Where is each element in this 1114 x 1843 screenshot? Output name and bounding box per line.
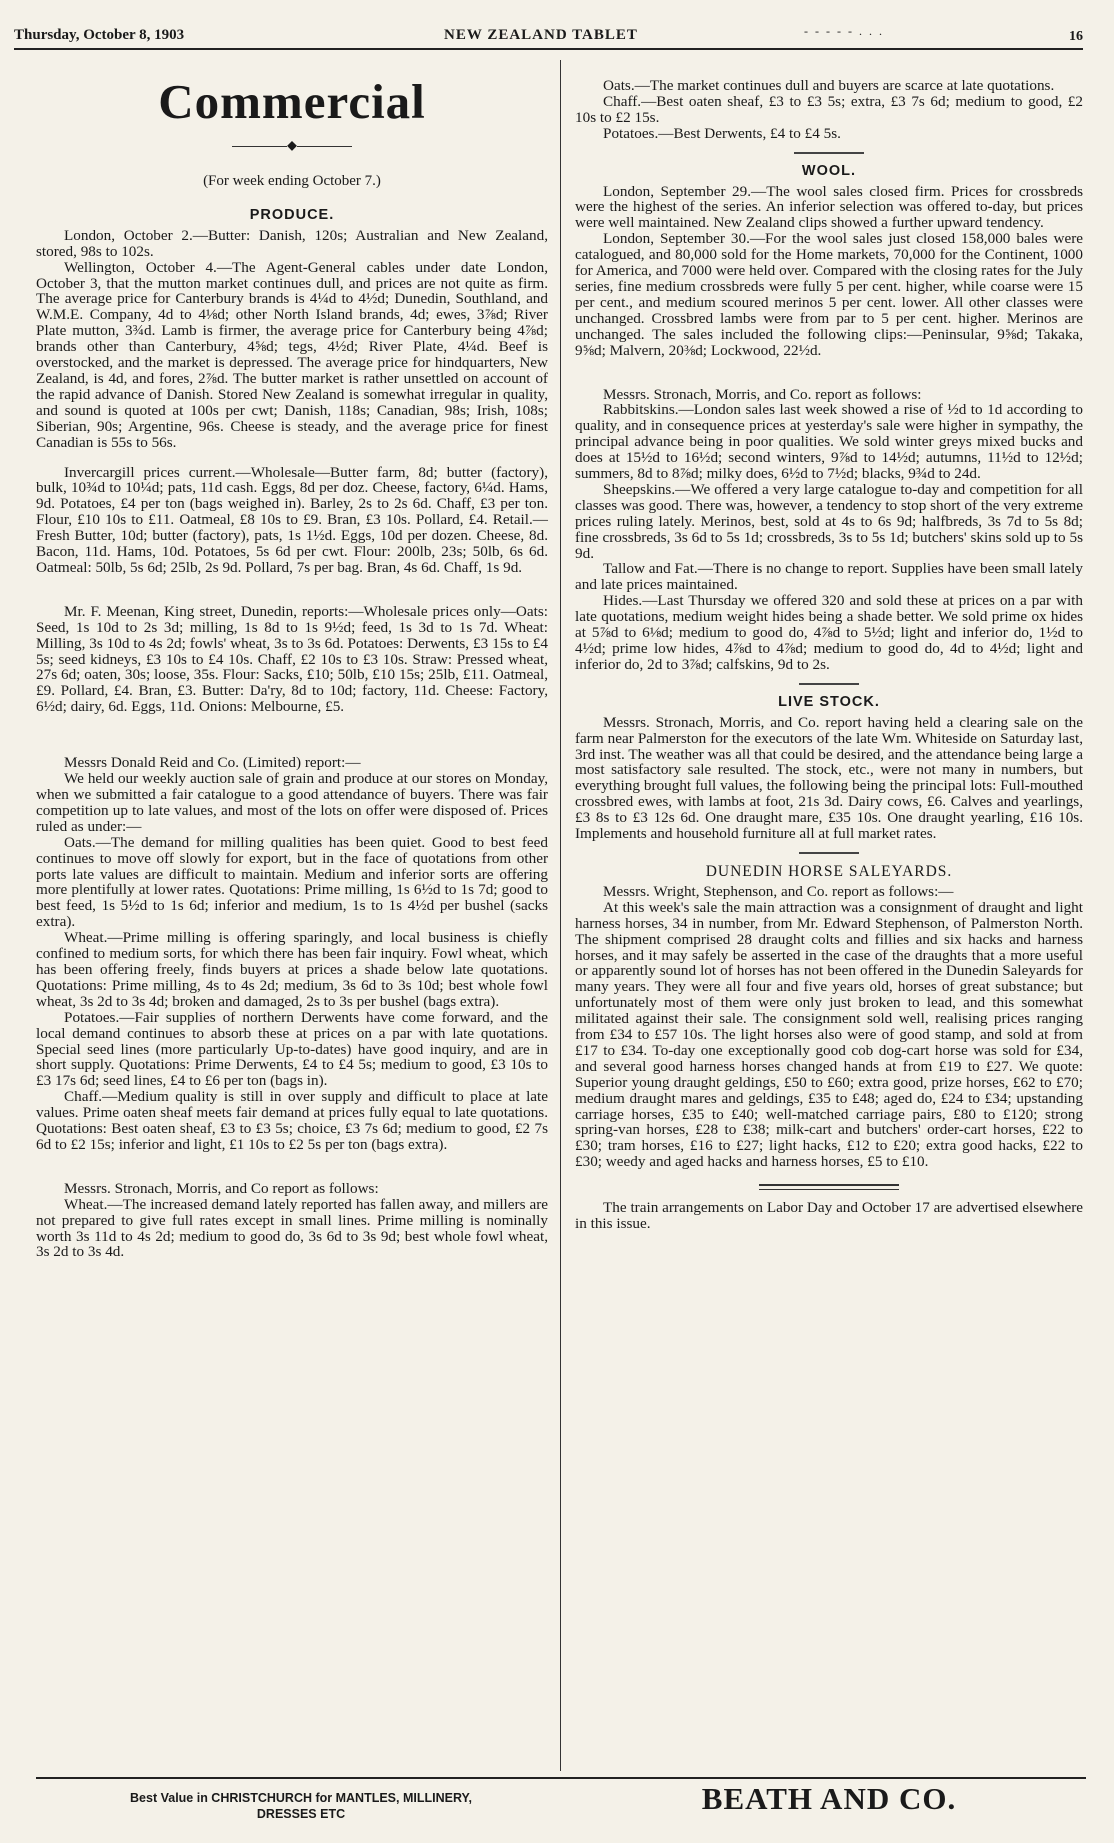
paragraph: At this week's sale the main attraction was a consignment of draught and light harness horses, 34 in number, from Mr. Edward Stephenson, of Palmerston North. The shipment comprised 28 draught colts and fillies and six hacks and harness horses, and it may safely be asserted in the case of the draughts that a more useful or apparently sound lot of horses has not been offered in the Dunedin Saleyards for many years. They were all four and five years old, horses of great substance; but unfortunately most of them were only just broken to lead, and this somewhat militated against their sale. The consignment sold well, realising prices ranging from £34 to £57 10s. The light horses also were of good stamp, and sold at from £17 to £34. To-day one exceptionally good cob dog-cart horse was sold for £34, and several good harness horses changed hands at from £19 to £27. We quote: Superior young draught geldings, £50 to £60; extra good, prize horses, £62 to £70; medium draught mares and geldings, £35 to £48; aged do, £24 to £34; upstanding carriage horses, £35 to £40; well-matched carriage pairs, £80 to £120; strong spring-van horses, £28 to £38; milk-cart and butchers' order-cart horses, £22 to £30; tram horses, £16 to £27; light hacks, £12 to £20; extra good hacks, £22 to £30; weedy and aged hacks and harness horses, £5 to £10.	[575, 898, 1083, 1171]
paragraph: Wheat.—The increased demand lately reported has fallen away, and millers are not prepared to give full rates except in small lines. Prime milling is nominally worth 3s 11d to 4s 2d; medium to good do, 3s 6d to 3s 9d; best whole fowl wheat, 3s 2d to 3s 4d.	[36, 1195, 548, 1261]
diamond-ornament	[36, 138, 548, 152]
advert-line: DRESSES ETC	[256, 1807, 346, 1821]
produce-heading: PRODUCE.	[249, 206, 335, 223]
paragraph: Messrs. Stronach, Morris, and Co. report as follows:	[603, 385, 922, 403]
page-number: 16	[1069, 29, 1083, 44]
section-masthead: Commercial	[158, 74, 426, 129]
footer-advert	[36, 1790, 566, 1822]
wool-heading: WOOL.	[801, 162, 857, 179]
paragraph: Wellington, October 4.—The Agent-General cables under date London, October 3, that the mutton market continues dull, and prices are not quite as firm. The average price for Canterbury brands is 4¼d to 4½d; Dunedin, Southland, and W.M.E. Company, 4d to 4⅛d; other North Island brands, 4d; ewes, 3⅞d; River Plate mutton, 3¾d. Lamb is firmer, the average price for Canterbury being 4⅞d; brands other than Canterbury, 4⅝d; tegs, 4½d; River Plate, 4¼d. Beef is overstocked, and the market is depressed. The average price for hindquarters, New Zealand, is 4d, and fores, 2⅞d. The butter market is rather unsettled on account of the rapid advance of Danish. Stored New Zealand is somewhat irregular in quality, and sound is quoted at 100s per cwt; Danish, 118s; Canadian, 98s; Irish, 108s; Siberian, 90s; Argentine, 96s. Cheese is steady, and the average price for finest Canadian is 55s to 56s.	[36, 258, 548, 451]
paragraph: Mr. F. Meenan, King street, Dunedin, reports:—Wholesale prices only—Oats: Seed, 1s 10d to 2s 3d; milling, 1s 8d to 1s 9½d; feed, 1s 3d to 1s 7d. Wheat: Milling, 3s 10d to 4s 2d; fowls' wheat, 3s to 3s 6d. Potatoes: Derwents, £3 15s to £4 5s; seed kidneys, £3 10s to £4 10s. Chaff, £2 10s to £3 10s. Straw: Pressed wheat, 27s 6d; oaten, 30s; loose, 35s. Flour: Sacks, £10; 50lb, £10 15s; 25lb, £11. Oatmeal, £9. Pollard, £4. Bran, £3. Butter: Da'ry, 8d to 10d; factory, 11d. Cheese: Factory, 6½d; dairy, 6d. Eggs, 11d. Onions: Melbourne, £5.	[36, 602, 548, 716]
footer-brand: BEATH AND CO.	[701, 1781, 957, 1816]
paragraph: Wheat.—Prime milling is offering sparingly, and local business is chiefly confined to medium sorts, for which there has been fair inquiry. Fowl wheat, which has been offering freely, finds buyers at prices a shade below late quotations. Quotations: Prime milling, 4s to 4s 2d; medium, 3s 6d to 3s 10d; best whole fowl wheat, 3s 2d to 3s 4d; broken and damaged, 2s to 3s per bushel (bags extra).	[36, 929, 548, 1010]
publication-title: NEW ZEALAND TABLET	[444, 27, 638, 43]
week-subtitle: (For week ending October 7.)	[203, 173, 381, 189]
paragraph: Potatoes.—Fair supplies of northern Derwents have come forward, and the local demand continues to absorb these at prices on a par with late quotations. Special seed lines (more particularly Up-to-dates) have good inquiry, and are in short supply. Quotations: Prime Derwents, £4 to £4 5s; medium to good, £3 10s to £3 17s 6d; seed lines, £4 to £6 per ton (bags in).	[36, 1008, 548, 1090]
diamond-icon: ◆	[287, 138, 297, 152]
header-dots: - - - - - . . .	[804, 24, 884, 38]
advert-line: Best Value in CHRISTCHURCH for MANTLES, MILLINERY,	[130, 1791, 472, 1805]
livestock-heading: LIVE STOCK.	[778, 693, 880, 710]
double-rule	[759, 1184, 899, 1190]
paragraph: The train arrangements on Labor Day and October 17 are advertised elsewhere in this issue.	[575, 1199, 1083, 1233]
paragraph: Oats.—The market continues dull and buyers are scarce at late quotations.	[603, 77, 1055, 94]
paragraph: Messrs Donald Reid and Co. (Limited) report:—	[64, 754, 361, 772]
left-column	[36, 62, 548, 1260]
paragraph: London, October 2.—Butter: Danish, 120s; Australian and New Zealand, stored, 98s to 102s.	[36, 226, 548, 260]
paragraph: Tallow and Fat.—There is no change to report. Supplies have been small lately and late prices maintained.	[575, 560, 1083, 594]
header-rule	[14, 48, 1083, 50]
paragraph: London, September 30.—For the wool sales just closed 158,000 bales were catalogued, and 80,000 sold for the Home markets, 70,000 for the Continent, 1000 for America, and 7000 were held over. Compared with the closing rates for the July series, fine medium crossbreds were fully 5 per cent. higher, while coarse were 15 per cent., and medium scoured merinos 5 per cent. lower. All other classes were unchanged. Crossbred lambs were from par to 5 per cent. higher. Merinos are unchanged. The sales included the following clips:—Peninsular, 9⅝d; Takaka, 9⅝d; Malvern, 20⅜d; Lockwood, 22½d.	[575, 230, 1083, 359]
paragraph: Sheepskins.—We offered a very large catalogue to-day and competition for all classes was good. There was, however, a tendency to stop short of the very extreme prices ruling lately. Merinos, best, sold at 4s to 6s 9d; halfbreds, 3s 7d to 5s 8d; fine crossbreds, 3s 6d to 5s 1d; crossbreds, 3s to 5s 1d; butchers' skins sold up to 5s 9d.	[575, 480, 1083, 562]
issue-date: Thursday, October 8, 1903	[14, 27, 185, 43]
paragraph: Oats.—The demand for milling qualities has been quiet. Good to best feed continues to move off slowly for export, but in the face of quotations from other ports late values are difficult to maintain. Medium and inferior sorts are offering more plentifully at lower rates. Quotations: Prime milling, 1s 6½d to 1s 7d; good to best feed, 1s 5½d to 1s 6d; inferior and medium, 1s to 1s 4½d per bushel (sacks extra).	[36, 833, 548, 931]
paragraph: Messrs. Wright, Stephenson, and Co. report as follows:—	[603, 882, 954, 900]
column-divider	[560, 60, 561, 1771]
paragraph: London, September 29.—The wool sales closed firm. Prices for crossbreds were the highest of the series. An inferior selection was offered to-day, but prices were well maintained. New Zealand clips showed a further upward tendency.	[575, 182, 1083, 232]
horse-saleyards-heading: DUNEDIN HORSE SALEYARDS.	[705, 862, 953, 880]
separator-rule	[799, 683, 859, 685]
separator-rule	[794, 152, 864, 154]
paragraph: Invercargill prices current.—Wholesale—Butter farm, 8d; butter (factory), bulk, 10¾d to 10¼d; pats, 11d cash. Eggs, 8d per doz. Cheese, factory, 6¼d. Hams, 9d. Potatoes, £4 per ton (bags weighed in). Barley, 2s to 2s 6d. Chaff, £3 per ton. Flour, £10 10s to £11. Oatmeal, £8 10s to £9. Bran, £3 10s. Pollard, £4. Retail.—Fresh Butter, 10d; butter (factory), pats, 1s 1½d. Eggs, 10d per dozen. Cheese, 8d. Bacon, 11d. Hams, 10d. Potatoes, 5s 6d per cwt. Flour: 200lb, 23s; 50lb, 6s 6d. Oatmeal: 50lb, 5s 6d; 25lb, 2s 9d. Pollard, 7s per bag. Bran, 4s 6d. Chaff, 1s 9d.	[36, 463, 548, 576]
right-column	[575, 78, 1083, 1232]
paragraph: We held our weekly auction sale of grain and produce at our stores on Monday, when we submitted a fair catalogue to a good attendance of buyers. There was fair competition up to late values, and most of the lots on offer were disposed of. Prices ruled as under:—	[36, 770, 548, 835]
paragraph: Chaff.—Best oaten sheaf, £3 to £3 5s; extra, £3 7s 6d; medium to good, £2 10s to £2 15s.	[575, 92, 1083, 126]
paragraph: Potatoes.—Best Derwents, £4 to £4 5s.	[603, 124, 841, 142]
paragraph: Messrs. Stronach, Morris, and Co. report having held a clearing sale on the farm near Palmerston for the executors of the late Wm. Whiteside on Saturday last, 3rd inst. The weather was all that could be desired, and the attendance being large a most satisfactory sale resulted. The stock, etc., were not many in numbers, but everything brought full values, the following being the principal lots: Full-mouthed crossbred ewes, with lambs at foot, 21s 3d. Dairy cows, £6. Calves and yearlings, £3 8s to £3 12s 6d. One draught mare, £35 10s. One draught yearling, £16 10s. Implements and household furniture all at full market rates.	[575, 713, 1083, 843]
separator-rule	[799, 852, 859, 854]
paragraph: Messrs. Stronach, Morris, and Co report as follows:	[64, 1179, 379, 1197]
paragraph: Chaff.—Medium quality is still in over supply and difficult to place at late values. Prime oaten sheaf meets fair demand at prices fully equal to late quotations. Quotations: Best oaten sheaf, £3 to £3 5s; choice, £3 7s 6d; medium to good, £2 7s 6d to £2 15s; inferior and light, £1 10s to £2 5s per ton (bags extra).	[36, 1088, 548, 1153]
footer-rule	[36, 1777, 1086, 1779]
paragraph: Hides.—Last Thursday we offered 320 and sold these at prices on a par with late quotations, medium weight hides being a shade better. We sold prime ox hides at 5⅞d to 6⅛d; medium to good do, 4⅞d to 5½d; light and inferior do, 1½d to 4½d; prime low hides, 4⅞d to 4⅞d; medium to good do, 4d to 4½d; light and inferior do, 2d to 3⅞d; calfskins, 9d to 2s.	[575, 592, 1083, 673]
paragraph: Rabbitskins.—London sales last week showed a rise of ½d to 1d according to quality, and in consequence prices at yesterday's sale were higher in sympathy, the principal advance being in poor qualities. We sold winter greys mixed bucks and does at 15½d to 16½d; second winters, 9⅞d to 14½d; autumns, 11½d to 12½d; summers, 8d to 8⅞d; milky does, 6½d to 7½d; blacks, 9¾d to 24d.	[575, 401, 1083, 483]
